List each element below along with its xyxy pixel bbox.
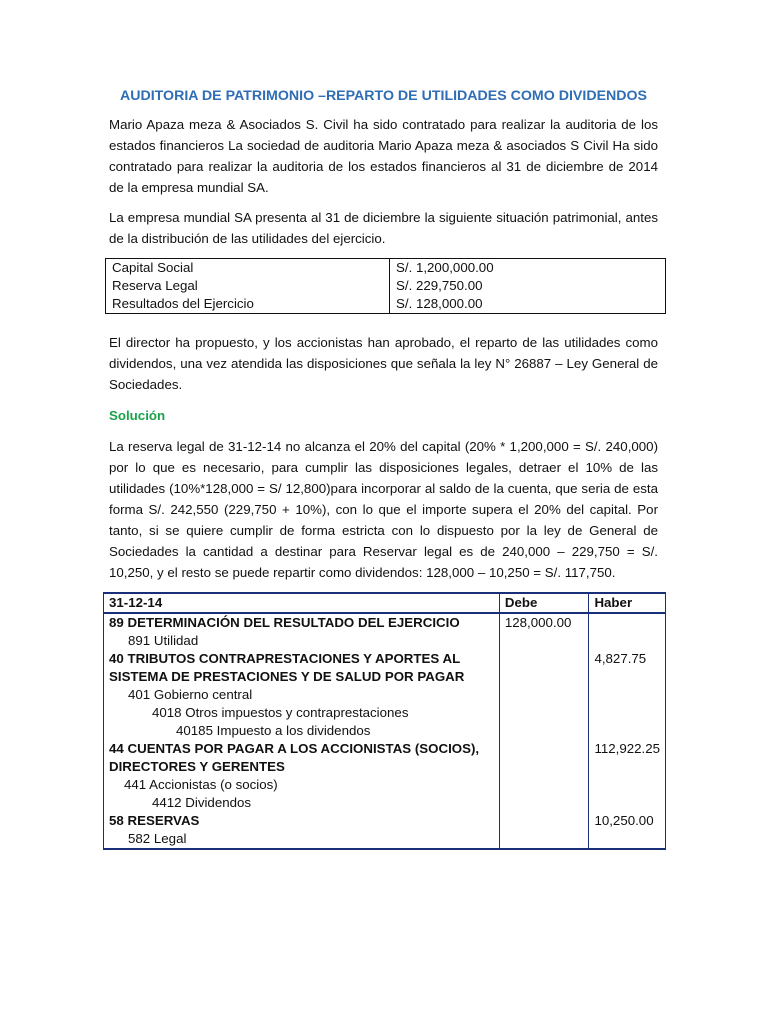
table-row xyxy=(104,650,666,686)
equity-value: S/. 128,000.00 xyxy=(396,296,483,311)
haber-89 xyxy=(589,613,666,632)
table-row xyxy=(106,259,666,278)
document-page xyxy=(109,84,658,850)
table-row xyxy=(104,830,666,849)
account-401: 401 Gobierno central xyxy=(104,686,500,704)
account-582: 582 Legal xyxy=(104,830,500,849)
solution-heading: Solución xyxy=(109,408,166,423)
haber-44: 112,922.25 xyxy=(589,740,666,776)
haber-40: 4,827.75 xyxy=(589,650,666,686)
equity-label: Capital Social xyxy=(106,259,390,278)
journal-table xyxy=(103,592,666,850)
table-row xyxy=(104,794,666,812)
equity-value: S/. 229,750.00 xyxy=(396,278,483,293)
journal-header-row xyxy=(104,593,666,613)
solution-paragraph: La reserva legal de 31-12-14 no alcanza el 20% del capital (20% * 1,200,000 = S/. 240,000) por lo que es necesario, para cumplir las disposiciones legales, detraer el 10% de las utilidades (10%*128,000 = S/ 12,800)para incorporar al saldo de la cuenta, que seria de esta forma S/. 242,550 (229,750 + 10%), con lo que el importe supera el 20% del capital. Por tanto, si se quiere cumplir de forma estricta con lo dispuesto por la ley de General de Sociedades la cantidad a destinar para Reservar legal es de 240,000 – 229,750 = S/. 10,250, y el resto se puede repartir como dividendos: 128,000 – 10,250 = S/. 117,750. xyxy=(109,439,658,580)
account-441: 441 Accionistas (o socios) xyxy=(104,776,500,794)
table-row xyxy=(104,776,666,794)
account-58: 58 RESERVAS xyxy=(104,812,500,830)
table-row xyxy=(104,740,666,776)
situation-paragraph: La empresa mundial SA presenta al 31 de diciembre la siguiente situación patrimonial, antes de la distribución de las utilidades del ejercicio. xyxy=(109,210,658,246)
table-row xyxy=(106,295,666,314)
intro-paragraph: Mario Apaza meza & Asociados S. Civil ha sido contratado para realizar la auditoria de los estados financieros La sociedad de auditoria Mario Apaza meza & asociados S Civil Ha sido contratado para realizar la auditoria de los estados financieros al 31 de diciembre de 2014 de la empresa mundial SA. xyxy=(109,117,658,195)
table-row xyxy=(104,632,666,650)
table-row xyxy=(104,704,666,722)
equity-label: Resultados del Ejercicio xyxy=(106,295,390,314)
table-row xyxy=(104,812,666,830)
proposal-paragraph: El director ha propuesto, y los accionistas han aprobado, el reparto de las utilidades como dividendos, una vez atendida las disposiciones que señala la ley N° 26887 – Ley General de Sociedades. xyxy=(109,335,658,392)
table-row xyxy=(104,686,666,704)
equity-label: Reserva Legal xyxy=(106,277,390,295)
journal-debe-header: Debe xyxy=(499,593,589,613)
account-89: 89 DETERMINACIÓN DEL RESULTADO DEL EJERCICIO xyxy=(104,613,500,632)
journal-haber-header: Haber xyxy=(589,593,666,613)
page-title: AUDITORIA DE PATRIMONIO –REPARTO DE UTILIDADES COMO DIVIDENDOS xyxy=(119,88,648,104)
account-44: 44 CUENTAS POR PAGAR A LOS ACCIONISTAS (SOCIOS), DIRECTORES Y GERENTES xyxy=(104,740,500,776)
account-891: 891 Utilidad xyxy=(104,632,500,650)
journal-date-header: 31-12-14 xyxy=(104,593,500,613)
table-row xyxy=(106,277,666,295)
equity-table xyxy=(105,258,666,314)
table-row xyxy=(104,613,666,632)
table-row xyxy=(104,722,666,740)
account-40: 40 TRIBUTOS CONTRAPRESTACIONES Y APORTES AL SISTEMA DE PRESTACIONES Y DE SALUD POR PAGAR xyxy=(104,650,500,686)
haber-58: 10,250.00 xyxy=(589,812,666,830)
debe-89: 128,000.00 xyxy=(499,613,589,632)
account-4412: 4412 Dividendos xyxy=(104,794,500,812)
equity-value: S/. 1,200,000.00 xyxy=(396,260,494,275)
account-40185: 40185 Impuesto a los dividendos xyxy=(104,722,500,740)
account-4018: 4018 Otros impuestos y contraprestaciones xyxy=(104,704,500,722)
